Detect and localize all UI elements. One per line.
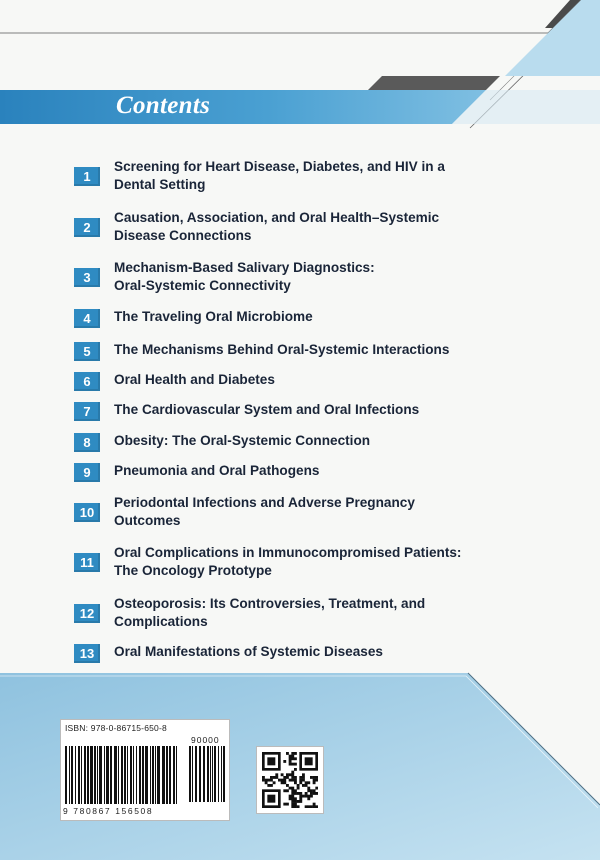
qr-module [262,776,265,779]
qr-module [289,763,292,766]
qr-module [315,787,318,790]
qr-module [294,752,297,755]
qr-module [289,755,292,758]
qr-module [291,803,294,806]
qr-module [291,755,294,758]
barcode-bar [173,746,175,804]
qr-module [289,760,292,763]
chapter-title-line: Disease Connections [114,228,252,243]
qr-module [294,776,297,779]
barcode-bar [84,746,86,804]
isbn-text: ISBN: 978-0-86715-650-8 [65,723,167,733]
qr-module [291,776,294,779]
qr-module [315,805,318,808]
qr-module [310,776,313,779]
qr-module [283,779,286,782]
chapter-number-badge: 11 [74,553,100,572]
barcode-bar [142,746,144,804]
chapter-title-line: The Oncology Prototype [114,563,272,578]
qr-module [291,805,294,808]
chapter-title-line: Pneumonia and Oral Pathogens [114,463,320,478]
qr-module [294,797,297,800]
qr-module [302,784,305,787]
barcode-addon-bar [203,746,205,802]
qr-module [283,776,286,779]
chapter-number-badge: 7 [74,402,100,421]
barcode-bar [155,746,156,804]
qr-module [291,763,294,766]
qr-module [291,757,294,760]
qr-module [281,779,284,782]
chapter-title [114,494,514,530]
qr-module [299,781,302,784]
qr-module [291,787,294,790]
qr-module [307,789,310,792]
chapter-title-line: The Traveling Oral Microbiome [114,309,313,324]
barcode-bar [150,746,151,804]
barcode-bar [65,746,67,804]
chapter-title-line: Oral Complications in Immunocompromised Patients: [114,545,462,560]
chapter-number-badge: 2 [74,218,100,237]
qr-module [265,781,268,784]
qr-code-label [256,746,324,814]
qr-module [291,752,294,755]
qr-module [278,779,281,782]
barcode-bar [136,746,137,804]
barcode-bar [87,746,89,804]
barcode-addon-bar [199,746,201,802]
qr-module [281,773,284,776]
qr-module [313,789,316,792]
qr-module [289,795,292,798]
barcode-bar [145,746,148,804]
barcode-bar [130,746,132,804]
barcode-ean-digits: 9 780867 156508 [63,806,154,816]
barcode-addon-bar [218,746,219,802]
qr-module [297,805,300,808]
chapter-title-line: Complications [114,614,208,629]
barcode-bar [176,746,177,804]
barcode-bar [110,746,112,804]
barcode-addon-bar [223,746,225,802]
qr-module [313,776,316,779]
qr-module [291,792,294,795]
qr-module [310,789,313,792]
barcode-bar [81,746,82,804]
chapter-number-badge: 4 [74,309,100,328]
barcode-bars [65,734,225,806]
qr-module [302,795,305,798]
barcode-bar [157,746,160,804]
barcode-bar [166,746,168,804]
barcode-bar [121,746,123,804]
qr-module [270,776,273,779]
qr-finder-pattern [305,757,313,765]
barcode-bar [139,746,141,804]
qr-module [294,803,297,806]
qr-module [286,784,289,787]
qr-module [305,792,308,795]
chapter-title-line: Outcomes [114,513,181,528]
chapter-number-badge: 10 [74,503,100,522]
qr-module [310,792,313,795]
top-dark-gray-band [368,76,500,90]
qr-module [294,800,297,803]
chapter-title [114,308,514,326]
qr-module [286,773,289,776]
qr-module [289,757,292,760]
chapter-title [114,209,514,245]
chapter-title-line: The Mechanisms Behind Oral-Systemic Interactions [114,342,450,357]
chapter-title-line: Causation, Association, and Oral Health–Systemic [114,210,440,225]
qr-module [286,776,289,779]
chapter-title [114,544,514,580]
chapter-number-badge: 6 [74,372,100,391]
chapter-number-badge: 9 [74,463,100,482]
qr-module [307,781,310,784]
qr-module [307,787,310,790]
qr-module [302,779,305,782]
barcode-bar [90,746,93,804]
qr-module [294,781,297,784]
qr-module [299,800,302,803]
barcode-bar [169,746,171,804]
qr-module [291,773,294,776]
barcode-bar [127,746,128,804]
qr-module [313,781,316,784]
qr-module [299,779,302,782]
qr-module [307,797,310,800]
barcode-addon-bar [212,746,213,802]
barcode-bar [97,746,98,804]
qr-module [265,779,268,782]
qr-module [302,773,305,776]
chapter-number-badge: 5 [74,342,100,361]
chapter-title [114,158,514,194]
barcode-addon-bar [189,746,191,802]
chapter-title-line: Mechanism-Based Salivary Diagnostics: [114,260,375,275]
isbn-barcode-label [60,719,230,821]
qr-module [270,779,273,782]
chapter-title-line: Oral Health and Diabetes [114,372,275,387]
qr-module [291,789,294,792]
chapter-number-badge: 3 [74,268,100,287]
barcode-addon-bar [192,746,193,802]
chapter-title [114,401,514,419]
contents-title: Contents [116,92,211,119]
qr-finder-pattern [267,795,275,803]
qr-module [283,781,286,784]
qr-module [294,792,297,795]
chapter-title-line: The Cardiovascular System and Oral Infections [114,402,420,417]
barcode-bar [75,746,76,804]
chapter-number-badge: 1 [74,167,100,186]
qr-module [299,797,302,800]
qr-module [283,803,286,806]
qr-module [305,784,308,787]
qr-module [299,795,302,798]
chapter-title [114,643,514,661]
barcode-addon-bar [195,746,197,802]
qr-module [294,768,297,771]
qr-module [313,805,316,808]
qr-module [291,800,294,803]
barcode-bar [133,746,134,804]
barcode-bar [124,746,126,804]
qr-module [275,773,278,776]
qr-module [297,792,300,795]
qr-module [286,789,289,792]
barcode-bar [106,746,109,804]
barcode-bar [69,746,70,804]
barcode-bar [78,746,80,804]
qr-module [315,792,318,795]
qr-module [267,784,270,787]
chapter-title [114,595,514,631]
qr-module [281,781,284,784]
qr-module [294,805,297,808]
chapter-title-line: Screening for Heart Disease, Diabetes, and HIV in a [114,159,445,174]
qr-finder-pattern [267,757,275,765]
qr-module [313,803,316,806]
qr-module [310,795,313,798]
barcode-bar [94,746,96,804]
top-diagonal-line-1 [0,0,600,33]
chapter-title [114,259,514,295]
barcode-addon-bar [214,746,216,802]
qr-module [305,781,308,784]
chapter-title [114,462,514,480]
barcode-bar [71,746,73,804]
qr-module [302,776,305,779]
qr-module [307,805,310,808]
chapter-title-line: Obesity: The Oral-Systemic Connection [114,433,371,448]
chapter-title-line: Oral-Systemic Connectivity [114,278,291,293]
chapter-number-badge: 12 [74,604,100,623]
top-light-blue-wedge [505,0,600,76]
qr-module [299,776,302,779]
qr-module [291,795,294,798]
qr-module [294,757,297,760]
barcode-addon-bar [221,746,222,802]
chapter-title-line: Oral Manifestations of Systemic Diseases [114,644,383,659]
qr-module [289,797,292,800]
barcode-bar [152,746,154,804]
qr-module [315,776,318,779]
chapter-number-badge: 13 [74,644,100,663]
qr-module [273,781,276,784]
barcode-bar [118,746,119,804]
contents-blue-band [0,90,486,124]
qr-module [315,779,318,782]
barcode-addon-bar [210,746,211,802]
qr-module [294,779,297,782]
qr-module [270,784,273,787]
qr-module [305,795,308,798]
barcode-bar [114,746,117,804]
qr-module [310,805,313,808]
qr-module [313,779,316,782]
qr-module [305,805,308,808]
qr-module [297,784,300,787]
qr-code [262,752,318,808]
qr-module [286,803,289,806]
qr-module [313,792,316,795]
chapter-title-line: Osteoporosis: Its Controversies, Treatment, and [114,596,426,611]
barcode-bar [104,746,105,804]
chapter-title [114,371,514,389]
qr-module [307,795,310,798]
qr-module [275,776,278,779]
chapter-title [114,432,514,450]
qr-module [291,771,294,774]
qr-module [297,800,300,803]
qr-module [289,779,292,782]
qr-module [283,789,286,792]
barcode-bar [162,746,165,804]
barcode-addon-digits: 90000 [191,735,220,745]
qr-module [299,792,302,795]
qr-module [294,789,297,792]
qr-module [273,776,276,779]
barcode-addon-bar [207,746,209,802]
qr-module [286,752,289,755]
qr-module [267,779,270,782]
qr-module [294,763,297,766]
qr-module [291,797,294,800]
qr-module [262,779,265,782]
qr-module [291,779,294,782]
chapter-title-line: Dental Setting [114,177,206,192]
chapter-title [114,341,514,359]
chapter-title-line: Periodontal Infections and Adverse Pregnancy [114,495,415,510]
qr-module [297,787,300,790]
qr-module [289,787,292,790]
qr-module [283,760,286,763]
chapter-number-badge: 8 [74,433,100,452]
qr-module [289,773,292,776]
barcode-bar [99,746,102,804]
